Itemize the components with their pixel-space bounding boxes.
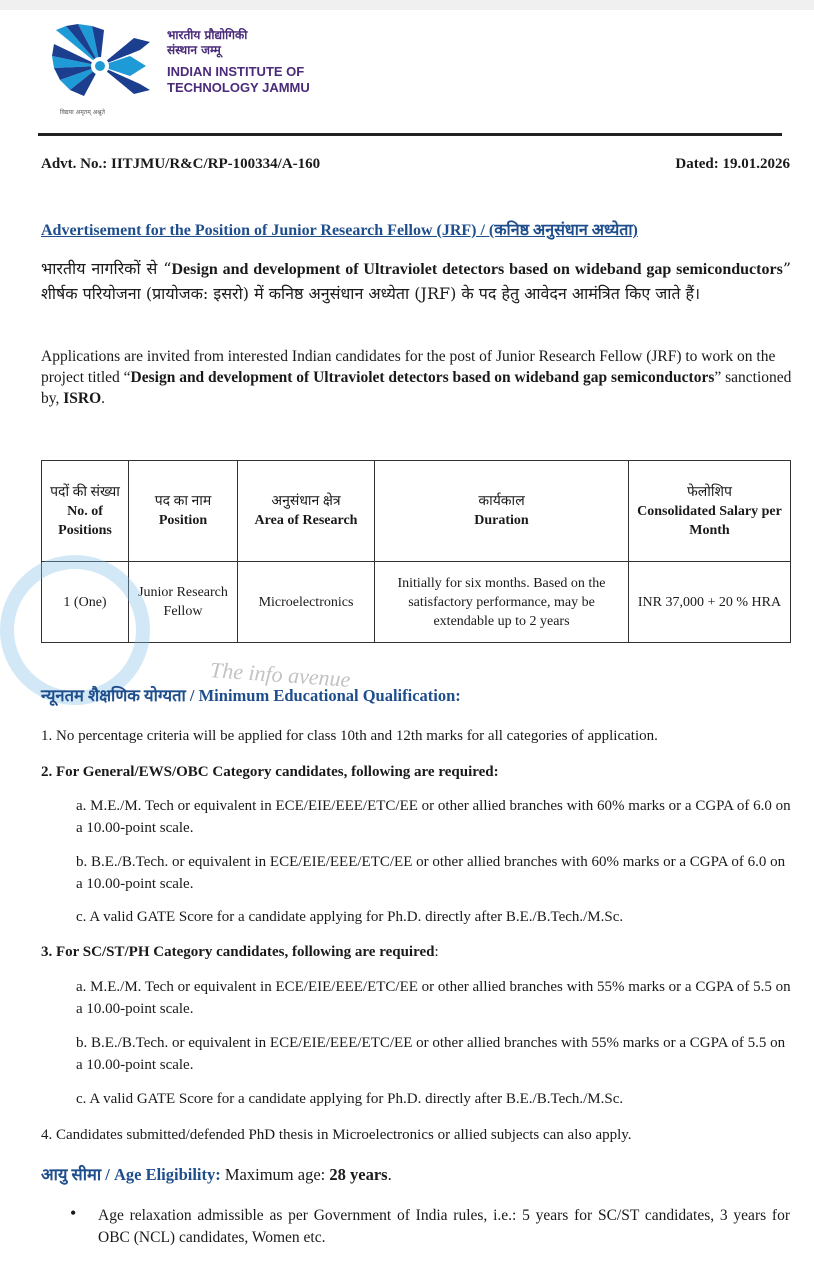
header-area-of-research: अनुसंधान क्षेत्र Area of Research xyxy=(238,461,375,562)
advertisement-title: Advertisement for the Position of Junior Research Fellow (JRF) / (कनिष्ठ अनुसंधान अध्येता) xyxy=(41,222,638,239)
institute-name-english: INDIAN INSTITUTE OF TECHNOLOGY JAMMU xyxy=(167,64,310,95)
qualification-item-3a: a. M.E./M. Tech or equivalent in ECE/EIE/EEE/ETC/EE or other allied branches with 55% marks or a CGPA of 5.5 on a 10.00-point scale. xyxy=(76,979,791,1017)
cell-position: Junior Research Fellow xyxy=(129,562,238,643)
qualification-item-3b: b. B.E./B.Tech. or equivalent in ECE/EIE/EEE/ETC/EE or other allied branches with 55% marks or a CGPA of 5.5 on a 10.00-point scale. xyxy=(76,1035,786,1073)
advertisement-number: Advt. No.: IITJMU/R&C/RP-100334/A-160 xyxy=(41,156,321,172)
header-duration: कार्यकाल Duration xyxy=(375,461,629,562)
header-no-of-positions: पदों की संख्या No. of Positions xyxy=(42,461,129,562)
intro-paragraph-english: Applications are invited from interested Indian candidates for the post of Junior Research Fellow (JRF) to work on the project titled “Design and development of Ultraviolet detectors based on wideband gap semiconductors” sanctioned by, ISRO. xyxy=(41,348,792,407)
table-header-row xyxy=(42,461,791,562)
cell-salary: INR 37,000 + 20 % HRA xyxy=(629,562,791,643)
bullet-icon: • xyxy=(70,1203,77,1223)
iit-jammu-logo xyxy=(48,22,158,108)
qualification-item-2a: a. M.E./M. Tech or equivalent in ECE/EIE/EEE/ETC/EE or other allied branches with 60% marks or a CGPA of 6.0 on a 10.00-point scale. xyxy=(76,798,791,836)
qualification-heading: न्यूनतम शैक्षणिक योग्यता / Minimum Educational Qualification: xyxy=(41,686,461,705)
header-position: पद का नाम Position xyxy=(129,461,238,562)
header-salary: फेलोशिप Consolidated Salary per Month xyxy=(629,461,791,562)
institute-name-hindi: भारतीय प्रौद्योगिकी संस्थान जम्मू xyxy=(167,28,248,57)
letterhead xyxy=(40,18,780,118)
qualification-item-3c: c. A valid GATE Score for a candidate applying for Ph.D. directly after B.E./B.Tech./M.Sc. xyxy=(76,1091,624,1107)
positions-table xyxy=(41,460,791,643)
age-eligibility-heading: आयु सीमा / Age Eligibility: Maximum age: 28 years. xyxy=(41,1165,392,1184)
qualification-item-1: 1. No percentage criteria will be applied for class 10th and 12th marks for all categories of application. xyxy=(41,728,658,744)
intro-paragraph-hindi: भारतीय नागरिकों से “Design and development of Ultraviolet detectors based on wideband gap semiconductors” शीर्षक परियोजना (प्रायोजक: इसरो) में कनिष्ठ अनुसंधान अध्येता (JRF) के पद हेतु आवेदन आमंत्रित किए जाते हैं। xyxy=(41,259,791,303)
qualification-item-4: 4. Candidates submitted/defended PhD thesis in Microelectronics or allied subjects can also apply. xyxy=(41,1127,632,1143)
qualification-item-2c: c. A valid GATE Score for a candidate applying for Ph.D. directly after B.E./B.Tech./M.Sc. xyxy=(76,909,624,925)
cell-duration: Initially for six months. Based on the satisfactory performance, may be extendable up to 2 years xyxy=(375,562,629,643)
table-row xyxy=(42,562,791,643)
watermark-text: The info avenue xyxy=(209,657,352,692)
cell-area: Microelectronics xyxy=(238,562,375,643)
advertisement-date: Dated: 19.01.2026 xyxy=(675,156,790,172)
qualification-item-2-heading: 2. For General/EWS/OBC Category candidates, following are required: xyxy=(41,764,499,780)
top-bar xyxy=(0,0,814,10)
qualification-item-3-heading: 3. For SC/ST/PH Category candidates, following are required: xyxy=(41,944,439,960)
cell-positions: 1 (One) xyxy=(42,562,129,643)
qualification-item-2b: b. B.E./B.Tech. or equivalent in ECE/EIE/EEE/ETC/EE or other allied branches with 60% marks or a CGPA of 6.0 on a 10.00-point scale. xyxy=(76,854,786,892)
header-divider xyxy=(38,133,782,136)
logo-tagline: विद्यया अमृतम् अश्नुते xyxy=(60,109,105,116)
age-relaxation-text: Age relaxation admissible as per Government of India rules, i.e.: 5 years for SC/ST candidates, 3 years for OBC (NCL) candidates, Women etc. xyxy=(98,1207,790,1246)
